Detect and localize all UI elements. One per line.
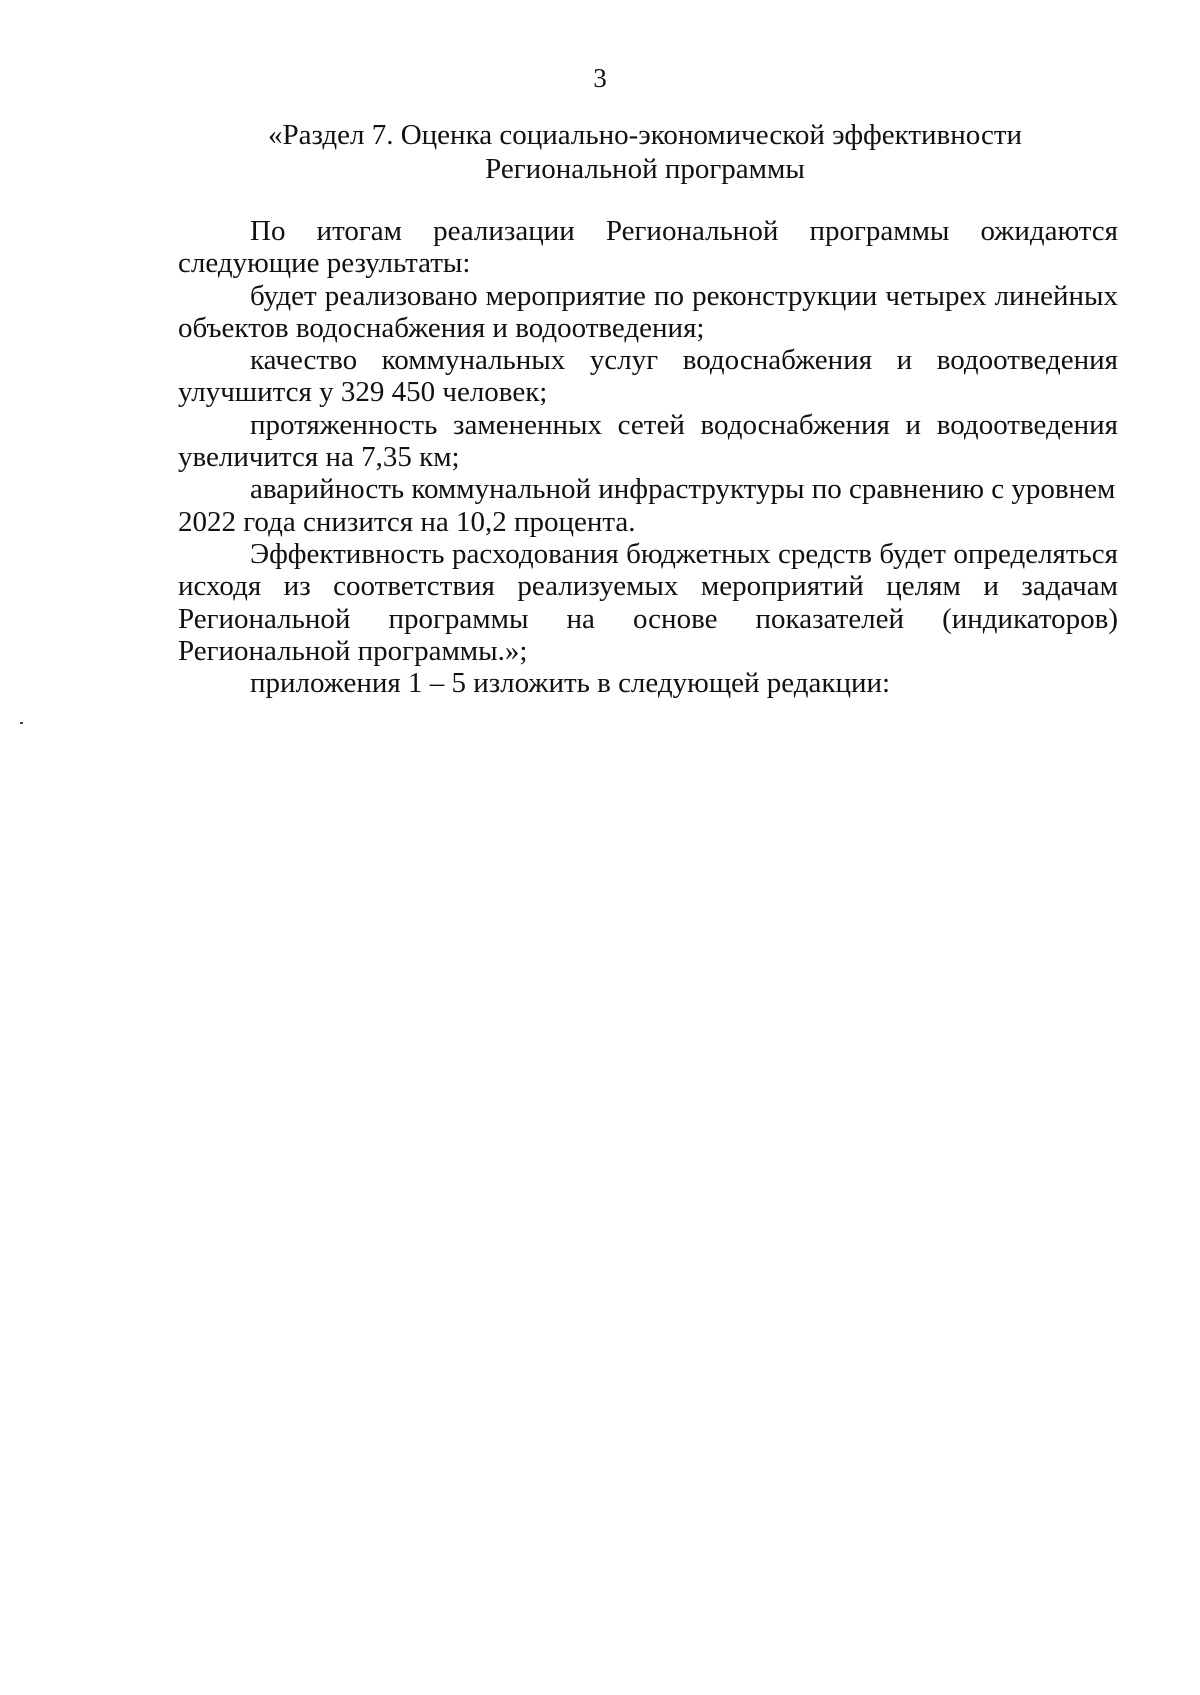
paragraph-reconstruction: будет реализовано мероприятие по реконструкции четырех линейных объектов водоснабжения и водоотведения;	[178, 279, 1118, 344]
page-number: 3	[593, 63, 607, 93]
paragraph-service-quality: качество коммунальных услуг водоснабжения и водоотведения улучшится у 329 450 человек;	[178, 344, 1118, 409]
paragraph-appendices: приложения 1 – 5 изложить в следующей редакции:	[250, 667, 891, 700]
section-heading-line-1: «Раздел 7. Оценка социально-экономической эффективности	[267, 119, 1023, 151]
paragraph-network-length: протяженность замененных сетей водоснабжения и водоотведения увеличится на 7,35 км;	[178, 408, 1118, 474]
paragraph-results-intro: По итогам реализации Региональной программы ожидаются следующие результаты:	[178, 215, 1118, 280]
section-heading	[175, 118, 1115, 186]
paragraph-budget-efficiency: Эффективность расходования бюджетных средств будет определяться исходя из соответствия реализуемых мероприятий целям и задачам Региональной программы на основе показателей (индикаторов) Региональной программы.»;	[178, 537, 1118, 667]
section-heading-line-2: Региональной программы	[485, 153, 805, 185]
scan-mark	[20, 722, 23, 724]
paragraph-accident-rate: аварийность коммунальной инфраструктуры по сравнению с уровнем 2022 года снизится на 10,2 процента.	[178, 473, 1116, 538]
body-text	[178, 215, 1118, 699]
